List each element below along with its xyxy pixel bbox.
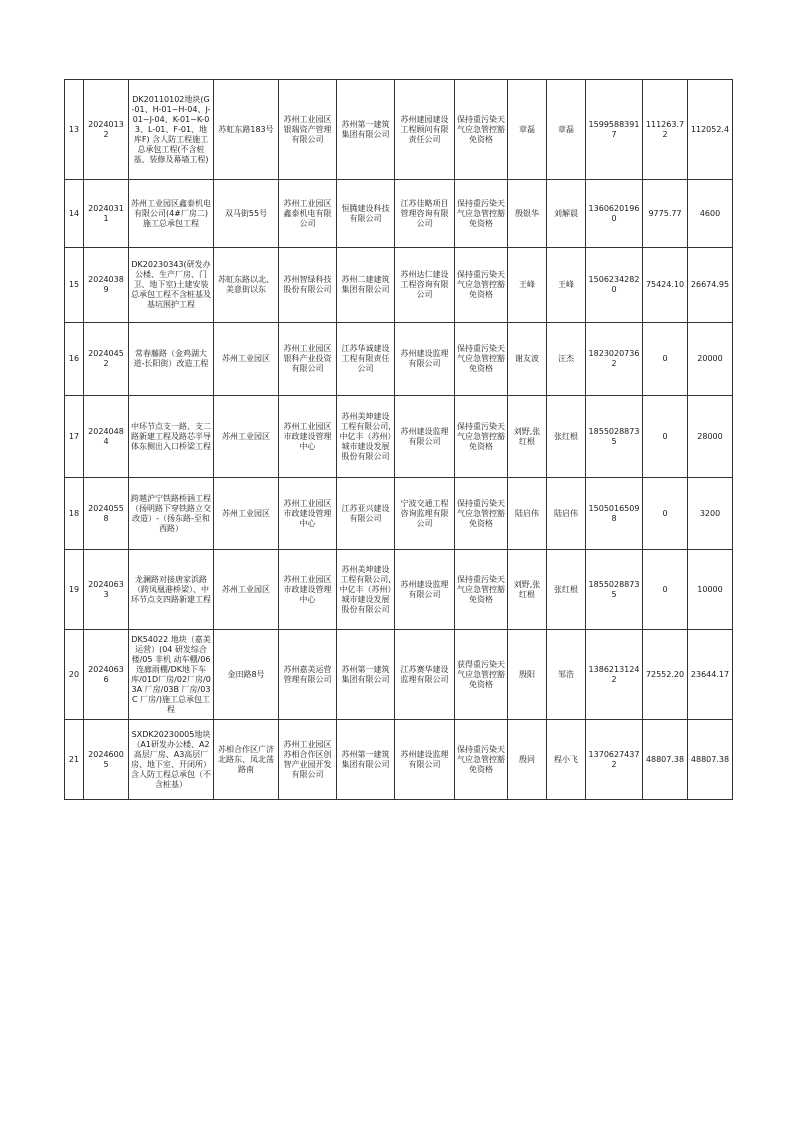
project-code-cell: 20240558	[84, 478, 129, 550]
table-row	[65, 248, 733, 323]
project-table-body	[65, 80, 733, 800]
contact-phone-cell: 15995883917	[586, 80, 643, 180]
project-manager-cell: 殷银华	[508, 180, 547, 248]
exemption-status-cell: 保持重污染天气应急管控豁免资格	[455, 396, 508, 478]
project-code-cell: 20240636	[84, 630, 129, 720]
contact-phone-cell: 18550288735	[586, 550, 643, 630]
exemption-status-cell: 保持重污染天气应急管控豁免资格	[455, 248, 508, 323]
supervision-unit-cell: 宁波交通工程咨询监理有限公司	[395, 478, 455, 550]
project-name-cell: DK54022 地块（嘉美运营）(04 研发综合楼/05 非机 动车棚/06 连廊雨棚/DK地下车库/01D厂房/02厂房/03A 厂房/03B 厂房/03C 厂房/)施工总承包工程	[129, 630, 214, 720]
contractor-unit-cell: 苏州第一建筑集团有限公司	[337, 630, 395, 720]
contact-person-cell: 王峰	[547, 248, 586, 323]
project-manager-cell: 章磊	[508, 80, 547, 180]
contact-person-cell: 张红根	[547, 550, 586, 630]
project-location-cell: 苏虹东路183号	[214, 80, 279, 180]
project-code-cell: 20240311	[84, 180, 129, 248]
supervision-unit-cell: 苏州建园建设工程顾问有限责任公司	[395, 80, 455, 180]
project-manager-cell: 王峰	[508, 248, 547, 323]
table-row	[65, 720, 733, 800]
exemption-status-cell: 保持重污染天气应急管控豁免资格	[455, 180, 508, 248]
project-manager-cell: 刘野,张红根	[508, 396, 547, 478]
project-location-cell: 苏州工业园区	[214, 396, 279, 478]
construction-unit-cell: 苏州工业园区市政建设管理中心	[279, 396, 337, 478]
contractor-unit-cell: 苏州美坤建设工程有限公司,中亿丰（苏州）城市建设发展股份有限公司	[337, 550, 395, 630]
project-code-cell: 20246005	[84, 720, 129, 800]
exemption-status-cell: 保持重污染天气应急管控豁免资格	[455, 550, 508, 630]
supervision-unit-cell: 苏州建设监理有限公司	[395, 720, 455, 800]
project-name-cell: 苏州工业园区鑫泰机电有限公司(4#厂房二)施工总承包工程	[129, 180, 214, 248]
row-number-cell: 17	[65, 396, 84, 478]
contact-phone-cell: 18550288735	[586, 396, 643, 478]
supervision-unit-cell: 苏州达仁建设工程咨询有限公司	[395, 248, 455, 323]
construction-unit-cell: 苏州智绿科技股份有限公司	[279, 248, 337, 323]
project-location-cell: 苏虹东路以北、美意街以东	[214, 248, 279, 323]
contractor-unit-cell: 苏州美坤建设工程有限公司,中亿丰（苏州）城市建设发展股份有限公司	[337, 396, 395, 478]
project-name-cell: 常春藤路（金鸡湖大道-长阳街）改造工程	[129, 323, 214, 396]
exemption-status-cell: 保持重污染天气应急管控豁免资格	[455, 323, 508, 396]
amount-total-cell: 0	[643, 550, 688, 630]
row-number-cell: 14	[65, 180, 84, 248]
contact-phone-cell: 13862131242	[586, 630, 643, 720]
project-location-cell: 苏州工业园区	[214, 550, 279, 630]
contact-person-cell: 陆启伟	[547, 478, 586, 550]
contact-person-cell: 邹浩	[547, 630, 586, 720]
contractor-unit-cell: 苏州第一建筑集团有限公司	[337, 80, 395, 180]
contact-phone-cell: 15062342820	[586, 248, 643, 323]
project-code-cell: 20240633	[84, 550, 129, 630]
amount-area-cell: 28000	[688, 396, 733, 478]
contact-person-cell: 刘解晨	[547, 180, 586, 248]
amount-area-cell: 3200	[688, 478, 733, 550]
table-row	[65, 396, 733, 478]
row-number-cell: 15	[65, 248, 84, 323]
table-row	[65, 478, 733, 550]
amount-total-cell: 72552.20	[643, 630, 688, 720]
project-name-cell: SXDK20230005地块（A1研发办公楼、A2高层厂房、A3高层厂房、地下室、开闭所）含人防工程总承包（不含桩基）	[129, 720, 214, 800]
construction-unit-cell: 苏州嘉美运营管理有限公司	[279, 630, 337, 720]
exemption-status-cell: 保持重污染天气应急管控豁免资格	[455, 478, 508, 550]
contractor-unit-cell: 苏州第一建筑集团有限公司	[337, 720, 395, 800]
construction-unit-cell: 苏州工业园区市政建设管理中心	[279, 550, 337, 630]
amount-area-cell: 48807.38	[688, 720, 733, 800]
supervision-unit-cell: 苏州建设监理有限公司	[395, 396, 455, 478]
amount-total-cell: 111263.72	[643, 80, 688, 180]
table-row	[65, 630, 733, 720]
construction-unit-cell: 苏州工业园区银科产业投资有限公司	[279, 323, 337, 396]
contact-phone-cell: 13706274372	[586, 720, 643, 800]
exemption-status-cell: 保持重污染天气应急管控豁免资格	[455, 720, 508, 800]
contact-phone-cell: 18230207362	[586, 323, 643, 396]
construction-unit-cell: 苏州工业园区苏相合作区创智产业园开发有限公司	[279, 720, 337, 800]
project-location-cell: 苏州工业园区	[214, 478, 279, 550]
contact-person-cell: 张红根	[547, 396, 586, 478]
construction-unit-cell: 苏州工业园区市政建设管理中心	[279, 478, 337, 550]
row-number-cell: 20	[65, 630, 84, 720]
supervision-unit-cell: 江苏佳略项目管理咨询有限公司	[395, 180, 455, 248]
project-name-cell: DK20230343(研发办公楼、生产厂房、门卫、地下室)土建安装总承包工程不含桩基及基坑围护工程	[129, 248, 214, 323]
amount-area-cell: 20000	[688, 323, 733, 396]
project-manager-cell: 刘野,张红根	[508, 550, 547, 630]
amount-total-cell: 0	[643, 323, 688, 396]
contractor-unit-cell: 江苏华诚建设工程有限责任公司	[337, 323, 395, 396]
table-row	[65, 80, 733, 180]
table-row	[65, 323, 733, 396]
amount-total-cell: 48807.38	[643, 720, 688, 800]
contact-phone-cell: 15050165098	[586, 478, 643, 550]
row-number-cell: 16	[65, 323, 84, 396]
row-number-cell: 13	[65, 80, 84, 180]
project-location-cell: 苏相合作区广济北路东、凤北荡路南	[214, 720, 279, 800]
row-number-cell: 18	[65, 478, 84, 550]
project-manager-cell: 陆启伟	[508, 478, 547, 550]
project-name-cell: 跨越沪宁铁路桥涵工程（扬明路下穿铁路立交改造）-（扬东路-至和西路）	[129, 478, 214, 550]
project-table	[64, 79, 733, 800]
contact-person-cell: 程小飞	[547, 720, 586, 800]
amount-area-cell: 112052.4	[688, 80, 733, 180]
construction-unit-cell: 苏州工业园区鑫泰机电有限公司	[279, 180, 337, 248]
amount-area-cell: 23644.17	[688, 630, 733, 720]
contractor-unit-cell: 苏州二建建筑集团有限公司	[337, 248, 395, 323]
amount-area-cell: 4600	[688, 180, 733, 248]
contact-phone-cell: 13606201960	[586, 180, 643, 248]
project-code-cell: 20240452	[84, 323, 129, 396]
exemption-status-cell: 获得重污染天气应急管控豁免资格	[455, 630, 508, 720]
supervision-unit-cell: 苏州建设监理有限公司	[395, 323, 455, 396]
exemption-status-cell: 保持重污染天气应急管控豁免资格	[455, 80, 508, 180]
amount-total-cell: 75424.10	[643, 248, 688, 323]
project-manager-cell: 殷同	[508, 720, 547, 800]
row-number-cell: 19	[65, 550, 84, 630]
supervision-unit-cell: 苏州建设监理有限公司	[395, 550, 455, 630]
amount-area-cell: 10000	[688, 550, 733, 630]
construction-unit-cell: 苏州工业园区银瑞资产管理有限公司	[279, 80, 337, 180]
project-location-cell: 金田路8号	[214, 630, 279, 720]
project-name-cell: 中环节点支一路、支二路新建工程及路芯半导体东侧出入口桥梁工程	[129, 396, 214, 478]
contact-person-cell: 章磊	[547, 80, 586, 180]
contact-person-cell: 汪杰	[547, 323, 586, 396]
project-manager-cell: 谢友波	[508, 323, 547, 396]
project-name-cell: DK20110102地块(G-01、H-01~H-04、J-01~J-04、K-01~K-03、L-01、F-01、地库F) 含人防工程施工总承包工程(不含桩基、装修及幕墙工程)	[129, 80, 214, 180]
project-code-cell: 20240484	[84, 396, 129, 478]
project-manager-cell: 殷阳	[508, 630, 547, 720]
project-code-cell: 20240132	[84, 80, 129, 180]
amount-total-cell: 0	[643, 478, 688, 550]
amount-total-cell: 0	[643, 396, 688, 478]
table-row	[65, 550, 733, 630]
supervision-unit-cell: 江苏赛华建设监理有限公司	[395, 630, 455, 720]
project-name-cell: 龙澜路对接唐家浜路（跨凤凰港桥梁）、中环节点支四路新建工程	[129, 550, 214, 630]
project-location-cell: 苏州工业园区	[214, 323, 279, 396]
contractor-unit-cell: 恒腾建设科技有限公司	[337, 180, 395, 248]
amount-area-cell: 26674.95	[688, 248, 733, 323]
project-location-cell: 双马街55号	[214, 180, 279, 248]
project-code-cell: 20240389	[84, 248, 129, 323]
contractor-unit-cell: 江苏亚兴建设有限公司	[337, 478, 395, 550]
table-row	[65, 180, 733, 248]
row-number-cell: 21	[65, 720, 84, 800]
amount-total-cell: 9775.77	[643, 180, 688, 248]
